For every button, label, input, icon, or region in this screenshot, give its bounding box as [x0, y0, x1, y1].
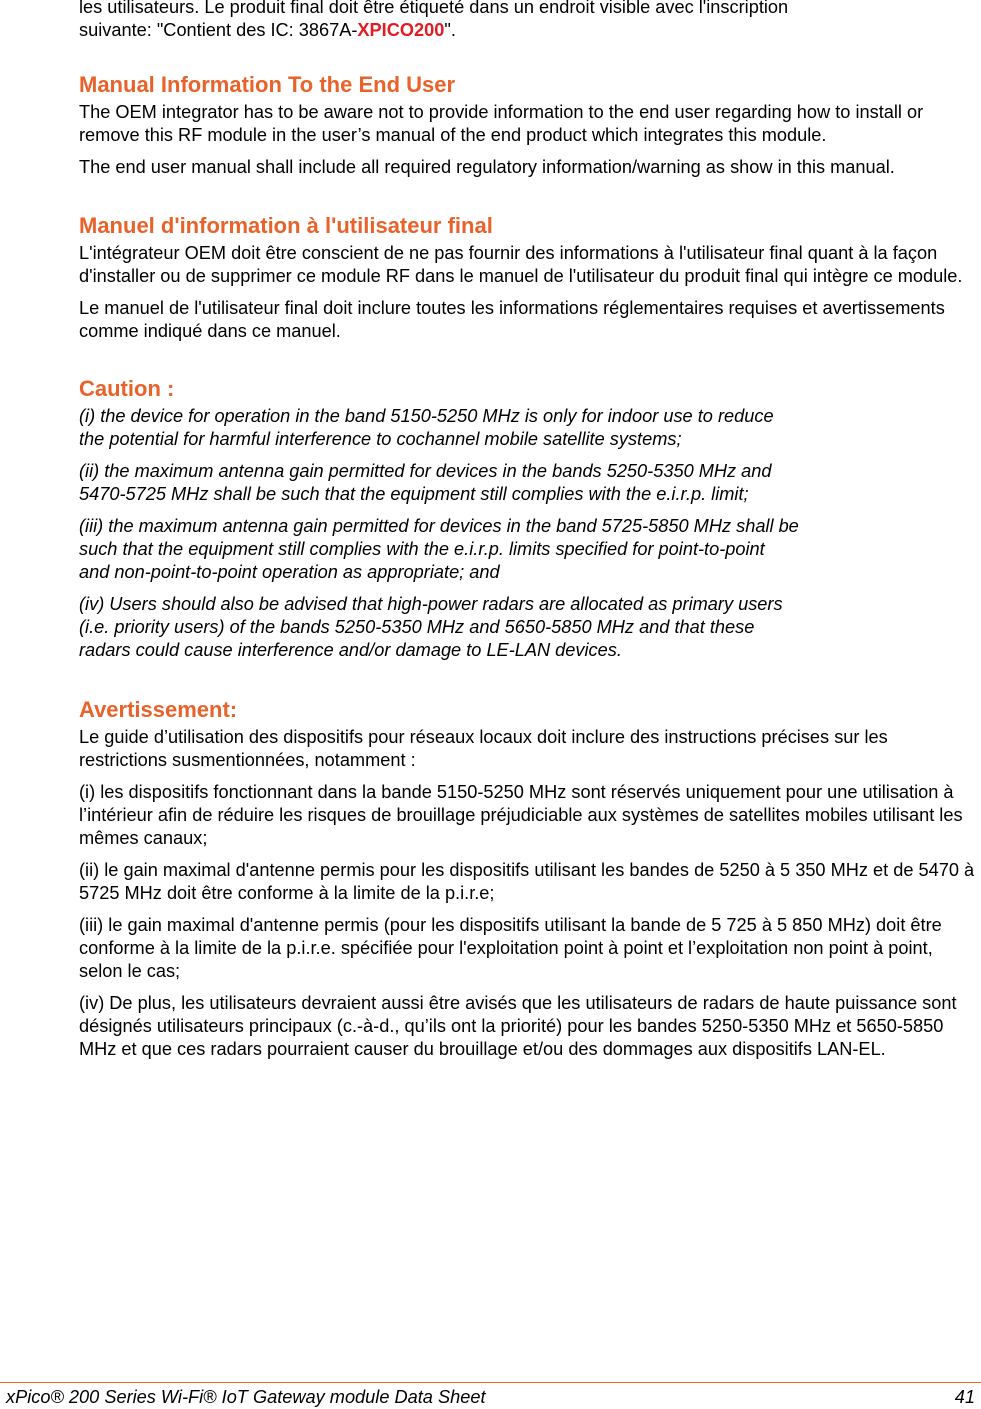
- heading-avertissement: Avertissement:: [79, 697, 238, 722]
- caution-item-line: (i) the device for operation in the band 5150-5250 MHz is only for indoor use to reduce: [79, 406, 774, 426]
- intro-line-2-prefix: suivante: "Contient des IC: 3867A-: [79, 20, 358, 40]
- avertissement-item: (ii) le gain maximal d'antenne permis pour les dispositifs utilisant les bandes de 5250 à 5 350 MHz et de 5470 à 5725 MHz doit être conforme à la limite de la p.i.r.e;: [79, 860, 975, 903]
- intro-line-2-suffix: ".: [444, 20, 456, 40]
- caution-item-line: (i.e. priority users) of the bands 5250-5350 MHz and 5650-5850 MHz and that these: [79, 617, 755, 637]
- model-number: XPICO200: [357, 20, 445, 40]
- page-footer: [0, 1386, 975, 1408]
- caution-item-line: (ii) the maximum antenna gain permitted for devices in the bands 5250-5350 MHz and: [79, 461, 772, 481]
- caution-item-line: (iv) Users should also be advised that high-power radars are allocated as primary users: [79, 594, 783, 614]
- caution-item: [79, 405, 977, 451]
- section-manual-en: [79, 72, 977, 179]
- avertissement-intro: Le guide d’utilisation des dispositifs pour réseaux locaux doit inclure des instructions précises sur les restrictions susmentionnées, notamment :: [79, 727, 888, 770]
- page-content: [79, 0, 977, 1061]
- caution-item-line: such that the equipment still complies with the e.i.r.p. limits specified for point-to-point: [79, 539, 765, 559]
- section-caution: [79, 376, 977, 662]
- footer-document-title: xPico® 200 Series Wi-Fi® IoT Gateway module Data Sheet: [6, 1387, 486, 1407]
- caution-item: [79, 460, 977, 506]
- heading-caution: Caution :: [79, 376, 175, 401]
- manual-en-paragraph-2: The end user manual shall include all required regulatory information/warning as show in this manual.: [79, 157, 895, 177]
- section-manual-fr: [79, 213, 977, 343]
- caution-item-line: 5470-5725 MHz shall be such that the equipment still complies with the e.i.r.p. limit;: [79, 484, 749, 504]
- manual-fr-paragraph-2: Le manuel de l'utilisateur final doit inclure toutes les informations réglementaires requises et avertissements comme indiqué dans ce manuel.: [79, 298, 945, 341]
- avertissement-item: (i) les dispositifs fonctionnant dans la bande 5150-5250 MHz sont réservés uniquement pour une utilisation à l’intérieur afin de réduire les risques de brouillage préjudiciable aux systèmes de satellites mobiles utilisant les mêmes canaux;: [79, 782, 963, 848]
- caution-item-line: the potential for harmful interference to cochannel mobile satellite systems;: [79, 429, 682, 449]
- avertissement-item: (iv) De plus, les utilisateurs devraient aussi être avisés que les utilisateurs de radars de haute puissance sont désignés utilisateurs principaux (c.-à-d., qu’ils ont la priorité) pour les bandes 5250-5350 MHz et 5650-5850 MHz et que ces radars pourraient causer du brouillage et/ou des dommages aux dispositifs LAN-EL.: [79, 993, 957, 1059]
- heading-manual-en: Manual Information To the End User: [79, 72, 456, 97]
- caution-item-line: radars could cause interference and/or damage to LE-LAN devices.: [79, 640, 622, 660]
- footer-rule: [0, 1382, 981, 1383]
- caution-item-line: (iii) the maximum antenna gain permitted for devices in the band 5725-5850 MHz shall be: [79, 516, 799, 536]
- intro-line-1: les utilisateurs. Le produit final doit être étiqueté dans un endroit visible avec l'inscription: [79, 0, 789, 17]
- page-number: 41: [954, 1387, 975, 1407]
- caution-item: [79, 593, 977, 662]
- caution-item-line: and non-point-to-point operation as appropriate; and: [79, 562, 500, 582]
- section-avertissement: [79, 697, 977, 1061]
- avertissement-item: (iii) le gain maximal d'antenne permis (pour les dispositifs utilisant la bande de 5 725 à 5 850 MHz) doit être conforme à la limite de la p.i.r.e. spécifiée pour l'exploitation point à point et l’exploitation non point à point, selon le cas;: [79, 915, 942, 981]
- manual-en-paragraph-1: The OEM integrator has to be aware not to provide information to the end user regarding how to install or remove this RF module in the user’s manual of the end product which integrates this module.: [79, 102, 924, 145]
- caution-item: [79, 515, 977, 584]
- manual-fr-paragraph-1: L'intégrateur OEM doit être conscient de ne pas fournir des informations à l'utilisateur final quant à la façon d'installer ou de supprimer ce module RF dans le manuel de l'utilisateur du produit final qui intègre ce module.: [79, 243, 963, 286]
- heading-manual-fr: Manuel d'information à l'utilisateur final: [79, 213, 493, 238]
- intro-line-2: [79, 19, 977, 42]
